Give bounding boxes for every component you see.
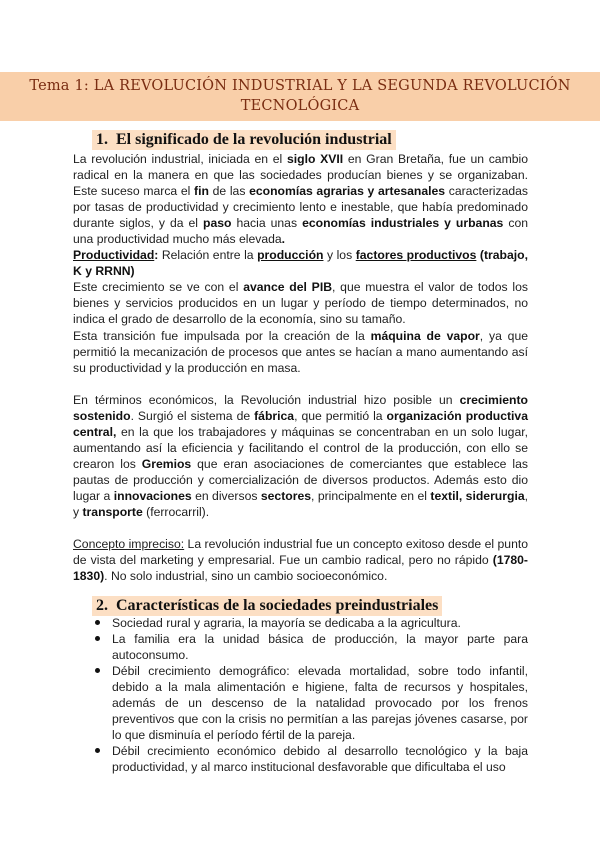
bullet-list: [92, 615, 528, 775]
list-item: Sociedad rural y agraria, la mayoría se dedicaba a la agricultura.: [92, 615, 528, 631]
paragraph-crecimiento: En términos económicos, la Revolución industrial hizo posible un crecimiento sostenido. Surgió el sistema de fábrica, que permitió la organización productiva central, en la que los trabajadores y máquinas se concentraban en un solo lugar, aumentando así la eficiencia y facilitando el control de la producción, con ello se crearon los Gremios que eran asociaciones de comerciantes que establece las pautas de producción y comercialización de diversos productos. Además esto dio lugar a innovaciones en diversos sectores, principalmente en el textil, siderurgia, y transporte (ferrocarril).: [73, 392, 528, 519]
list-item: Débil crecimiento demográfico: elevada mortalidad, sobre todo infantil, debido a la mala alimentación e higiene, falta de recursos y hospitales, además de un descenso de la natalidad provocado por los frenos preventivos que con la crisis no permitían a las parejas jóvenes casarse, por lo que disminuía el período fértil de la pareja.: [92, 663, 528, 743]
section-2-title: Características de la sociedades preindustriales: [116, 597, 439, 614]
paragraph-concepto: Concepto impreciso: La revolución industrial fue un concepto exitoso desde el punto de vista del marketing y empresarial. Fue un cambio radical, pero no rápido (1780-1830). No solo industrial, sino un cambio socioeconómico.: [73, 537, 529, 584]
list-item: La familia era la unidad básica de producción, la mayor parte para autoconsumo.: [92, 631, 528, 663]
section-2-body: [92, 615, 528, 775]
paragraph-productividad: Productividad: Relación entre la producción y los factores productivos (trabajo, K y RRNN): [73, 248, 528, 279]
paragraph-maquina-vapor: Esta transición fue impulsada por la creación de la máquina de vapor, ya que permitió la mecanización de procesos que antes se hacían a mano aumentando así su productividad y la producción en masa.: [73, 328, 529, 375]
section-1-heading: [92, 130, 396, 150]
title-wrap: [0, 72, 600, 121]
spacer: [73, 520, 528, 536]
paragraph-intro: La revolución industrial, iniciada en el siglo XVII en Gran Bretaña, fue un cambio radical en la manera en que las sociedades producían bienes y se organizaban. Este suceso marca el fin de las economías agrarias y artesanales caracterizadas por tasas de productividad y crecimiento lento e inestable, que había predominado durante siglos, y da el paso hacia unas economías industriales y urbanas con una productividad mucho más elevada.: [73, 152, 529, 247]
paragraph-pib: Este crecimiento se ve con el avance del PIB, que muestra el valor de todos los bienes y servicios producidos en un lugar y período de tiempo determinados, no indica el grado de desarrollo de la economía, sino su tamaño.: [73, 280, 528, 327]
section-1-title: El significado de la revolución industrial: [116, 131, 392, 148]
section-2-number: 2.: [96, 597, 108, 614]
page-title: Tema 1: LA REVOLUCIÓN INDUSTRIAL Y LA SEGUNDA REVOLUCIÓN TECNOLÓGICA: [0, 72, 600, 121]
section-1-number: 1.: [96, 131, 108, 148]
list-item: Débil crecimiento económico debido al desarrollo tecnológico y la baja productividad, y al marco institucional desfavorable que dificultaba el uso: [92, 743, 528, 775]
section-1-body: [73, 151, 528, 584]
spacer: [73, 376, 528, 392]
section-2-heading: [92, 596, 442, 616]
